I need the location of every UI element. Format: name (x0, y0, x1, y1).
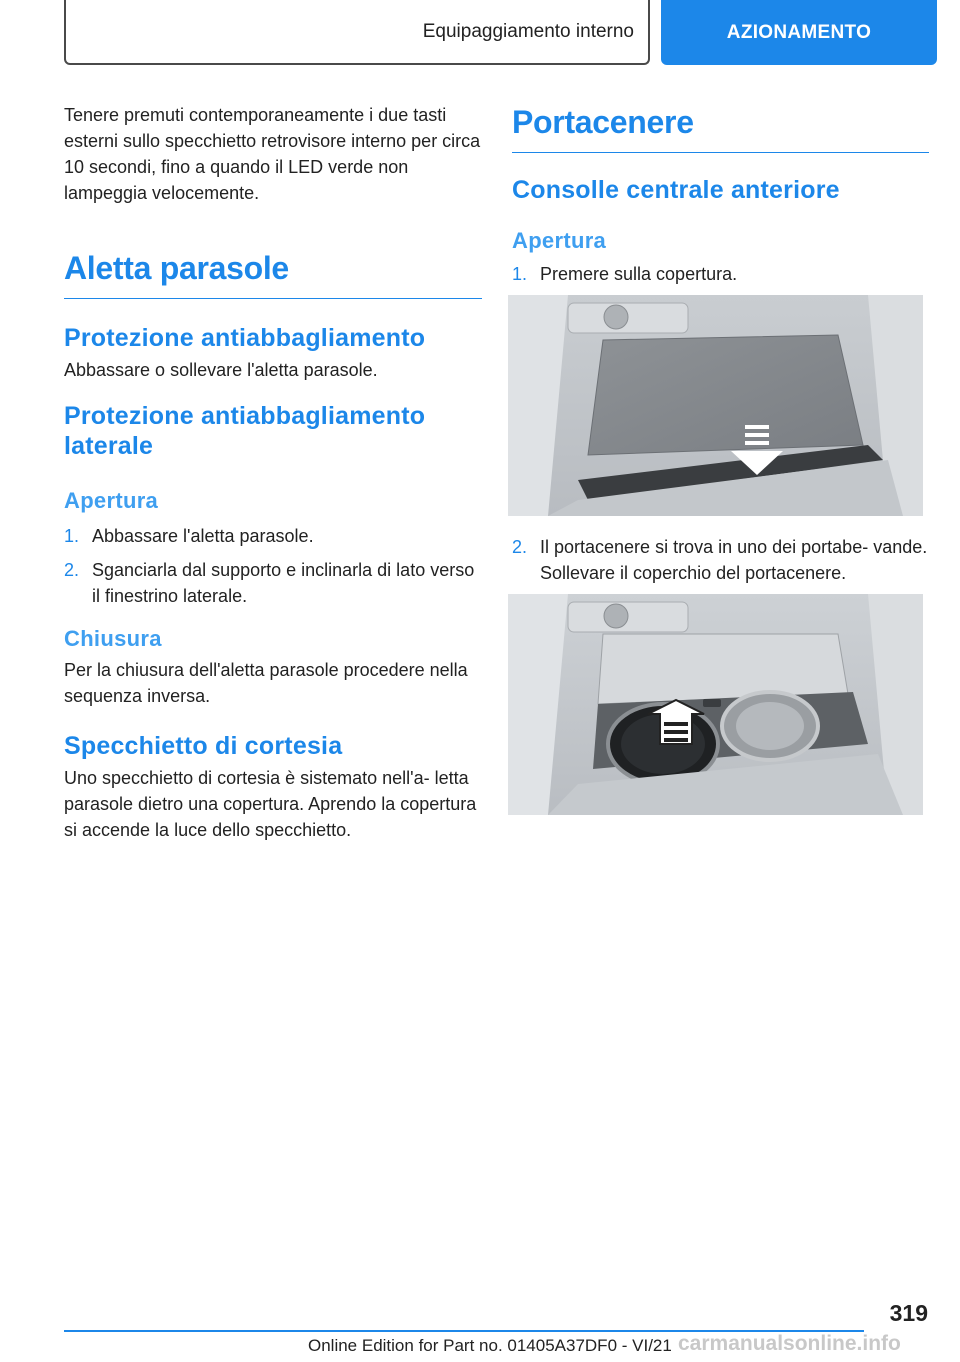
vanity-mirror-text: Uno specchietto di cortesia è sistemato nell'a‐ letta parasole dietro una copertura. Aprendo la copertura si accende la luce dello specchietto. (64, 768, 477, 840)
header-section-title: Equipaggiamento interno (422, 20, 634, 42)
glare-protection-text: Abbassare o sollevare l'aletta parasole. (64, 360, 378, 380)
ashtray-step-2-list (512, 534, 929, 586)
step-text: Premere sulla copertura. (540, 264, 738, 284)
heading-side-glare-protection: Protezione antiabbagliamento laterale (64, 402, 426, 460)
step-number: 2. (512, 537, 528, 557)
step-text: Il portacenere si trova in uno dei portabe‐ vande. Sollevare il coperchio del portacenere. (540, 537, 928, 583)
intro-paragraph: Tenere premuti contemporaneamente i due tasti esterni sullo specchietto retrovisore interno per circa 10 secondi, fino a quando il LED verde non lampeggia velocemente. (64, 105, 481, 203)
list-item (64, 557, 482, 609)
page-number: 319 (889, 1300, 928, 1326)
list-item (512, 534, 929, 586)
heading-front-center-console: Consolle centrale anteriore (512, 176, 840, 204)
heading-sun-visor: Aletta parasole (64, 248, 482, 299)
step-number: 1. (512, 264, 528, 284)
heading-glare-protection: Protezione antiabbagliamento (64, 324, 426, 352)
left-column (64, 102, 482, 843)
heading-opening-ashtray: Apertura (512, 228, 607, 253)
list-item (64, 523, 482, 549)
heading-closing: Chiusura (64, 626, 162, 651)
header-chapter-title: AZIONAMENTO (726, 21, 872, 43)
heading-opening: Apertura (64, 488, 159, 513)
ashtray-step-1-list (512, 261, 929, 287)
footer-edition: Online Edition for Part no. 01405A37DF0 - VI/21 (308, 1336, 672, 1355)
header-chapter-tab (661, 0, 937, 65)
right-column (512, 102, 929, 815)
step-text: Abbassare l'aletta parasole. (92, 526, 314, 546)
photo-console-cover-closed (508, 295, 923, 516)
header-section-tab (64, 0, 650, 65)
list-item (512, 261, 929, 287)
closing-text: Per la chiusura dell'aletta parasole procedere nella sequenza inversa. (64, 660, 468, 706)
heading-ashtray: Portacenere (512, 102, 929, 153)
opening-steps-list (64, 523, 482, 609)
step-number: 2. (64, 560, 80, 580)
step-text: Sganciarla dal supporto e inclinarla di lato verso il finestrino laterale. (92, 560, 475, 606)
footer-watermark: carmanualsonline.info (678, 1332, 901, 1355)
photo-ashtray-open (508, 594, 923, 815)
heading-vanity-mirror: Specchietto di cortesia (64, 732, 343, 760)
step-number: 1. (64, 526, 80, 546)
